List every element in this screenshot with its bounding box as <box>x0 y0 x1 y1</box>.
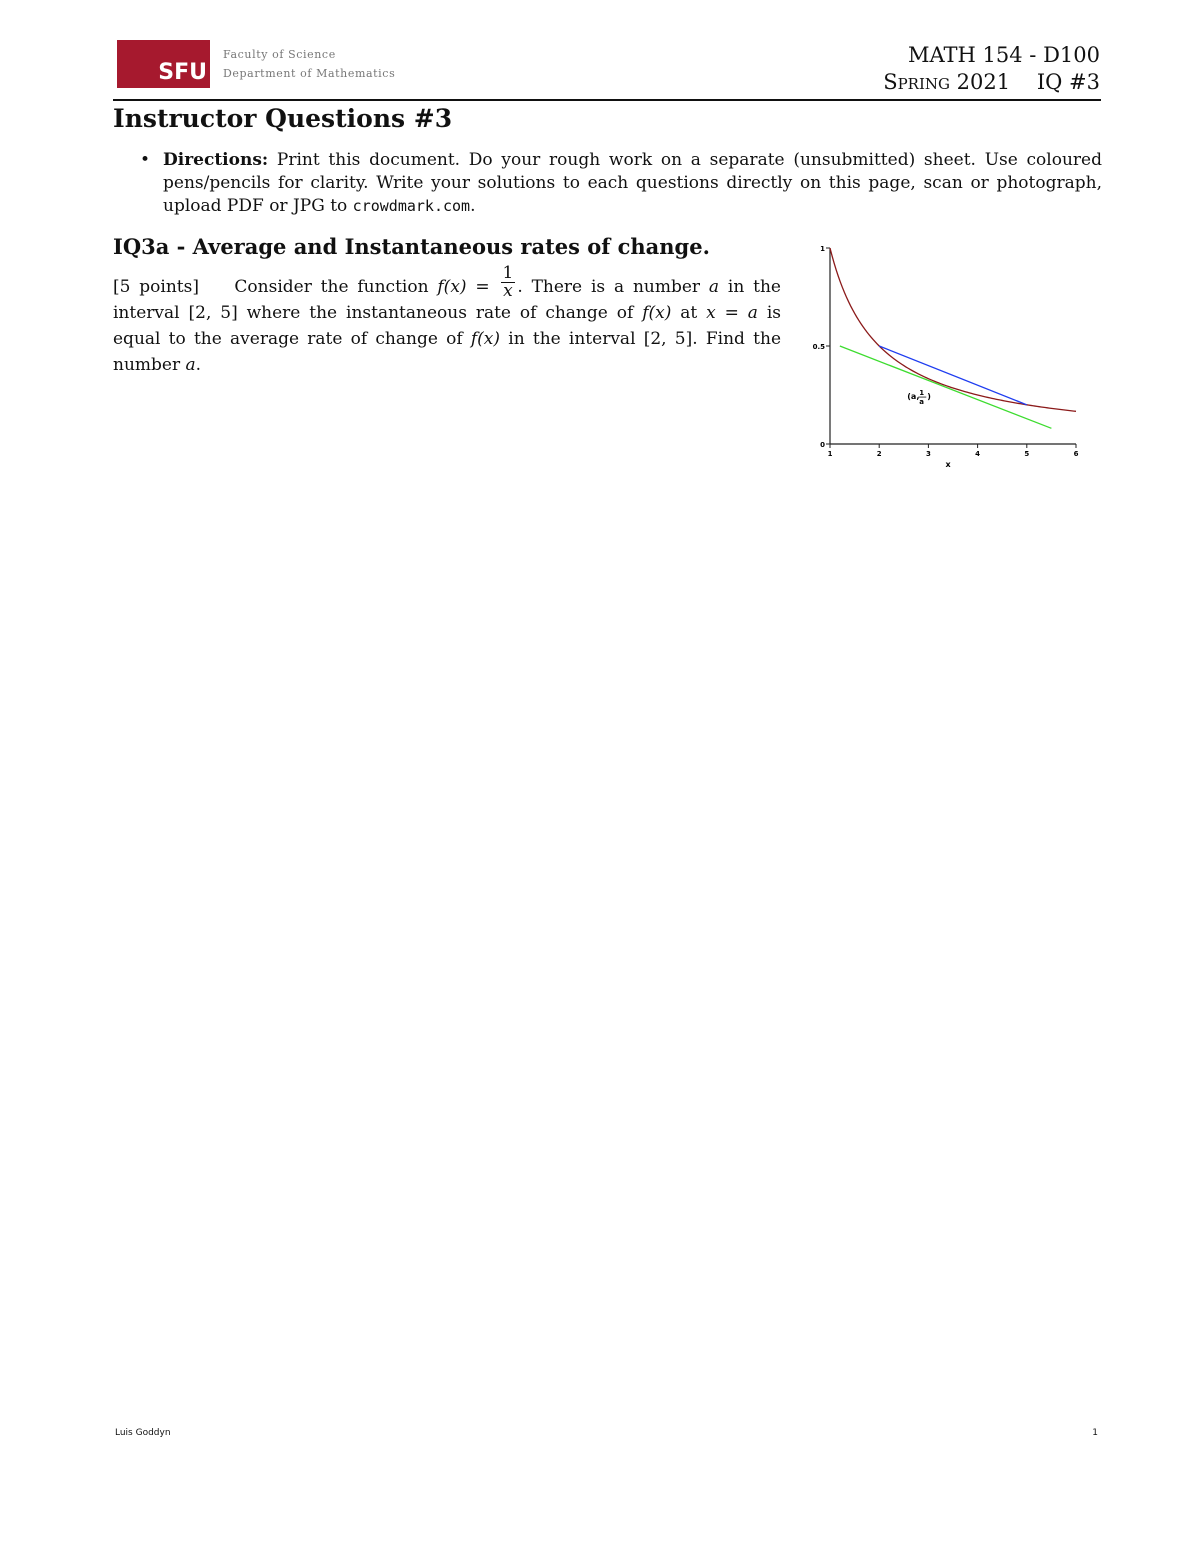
q-text-6: in the interval [2, 5]. Find the number <box>113 329 782 375</box>
fx-3: f(x) <box>470 329 501 349</box>
crowdmark-site: crowdmark.com <box>352 197 471 215</box>
var-a-2: a <box>185 355 196 375</box>
sfu-logo <box>117 40 395 88</box>
point-label <box>907 389 931 406</box>
q-text-5: is equal to the average rate of change of <box>113 303 782 349</box>
frac-denominator: x <box>503 281 513 301</box>
directions-end: . <box>470 196 476 216</box>
footer-author: Luis Goddyn <box>115 1428 171 1438</box>
y-tick-label-0: 0 <box>820 441 825 449</box>
course-code: MATH 154 - D100 <box>908 43 1100 67</box>
term: Spring 2021 <box>883 70 1011 94</box>
secant-line <box>879 346 1027 405</box>
fraction <box>501 265 516 300</box>
points: [5 points] <box>113 277 199 297</box>
x-tick-label-0: 1 <box>827 450 833 458</box>
q-text-3: in the interval [2, 5] where the instantaneous rate of change of <box>113 277 781 323</box>
term-line <box>883 69 1100 96</box>
x-tick-label-4: 5 <box>1024 450 1030 458</box>
frac-numerator: 1 <box>502 263 514 283</box>
x-ticks <box>828 444 1079 458</box>
x-equals-a: x = a <box>706 303 758 323</box>
logo-box <box>117 40 210 88</box>
question-body <box>113 263 782 378</box>
logo-text: SFU <box>158 60 207 85</box>
q-text-1: Consider the function <box>234 277 438 297</box>
q-text-2: . There is a number <box>517 277 709 297</box>
equals: = <box>466 277 499 297</box>
directions-item <box>140 149 1102 218</box>
course-info <box>883 42 1100 96</box>
point-label-suffix: ) <box>927 392 931 402</box>
faculty-name: Faculty of Science <box>223 48 336 61</box>
directions-text <box>163 149 1102 218</box>
fx: f(x) <box>437 277 467 297</box>
fx-2: f(x) <box>642 303 672 323</box>
y-tick-label-2: 1 <box>820 245 825 253</box>
department-name: Department of Mathematics <box>223 67 396 80</box>
question-title: IQ3a - Average and Instantaneous rates of change. <box>113 234 710 259</box>
x-axis-label: x <box>945 460 951 469</box>
page-title: Instructor Questions #3 <box>113 104 453 133</box>
point-label-prefix: (a, <box>907 392 920 402</box>
header-rule <box>113 99 1101 101</box>
point-label-num: 1 <box>919 389 925 398</box>
x-tick-label-1: 2 <box>876 450 882 458</box>
rate-of-change-plot <box>810 240 1085 470</box>
q-text-7: . <box>195 355 202 375</box>
x-tick-label-5: 6 <box>1073 450 1079 458</box>
bullet: • <box>140 150 151 170</box>
logo-lines <box>223 40 395 88</box>
var-a: a <box>708 277 720 297</box>
directions-label: Directions: <box>163 150 269 170</box>
x-tick-label-2: 3 <box>925 450 931 458</box>
y-ticks <box>813 245 830 449</box>
point-label-den: a <box>919 398 925 407</box>
y-tick-label-1: 0.5 <box>812 343 825 351</box>
iq-number: IQ #3 <box>1036 70 1100 94</box>
tangent-line <box>840 346 1052 428</box>
curve-1-over-x <box>830 248 1076 411</box>
directions-body: Print this document. Do your rough work on a separate (unsubmitted) sheet. Use coloured pens/pencils for clarity. Write your solutions to each questions directly on this page, scan or photograph, upload PDF or JPG to <box>163 150 1102 216</box>
footer-page-number: 1 <box>1092 1428 1098 1438</box>
q-text-4: at <box>671 303 707 323</box>
x-tick-label-3: 4 <box>975 450 981 458</box>
